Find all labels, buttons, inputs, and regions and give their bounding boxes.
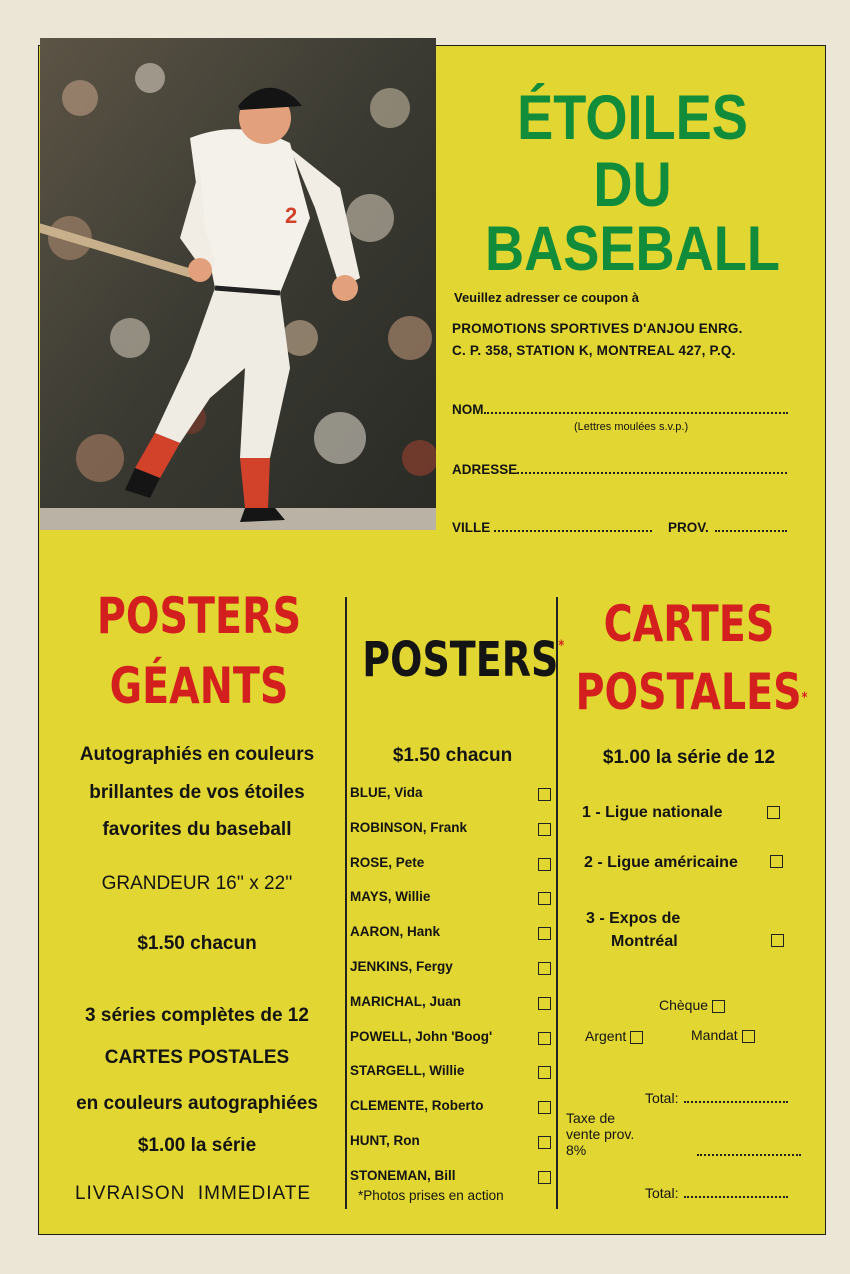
list-item[interactable] bbox=[350, 785, 555, 820]
posters-geants-title-2: GÉANTS bbox=[109, 657, 289, 715]
checkbox[interactable] bbox=[538, 788, 551, 801]
list-item[interactable] bbox=[350, 959, 555, 994]
adresse-label: ADRESSE bbox=[452, 462, 518, 477]
column-divider-right bbox=[556, 597, 558, 1209]
list-item[interactable] bbox=[350, 994, 555, 1029]
address-line-2: C. P. 358, STATION K, MONTREAL 427, P.Q. bbox=[452, 343, 736, 358]
address-line-1: PROMOTIONS SPORTIVES D'ANJOU ENRG. bbox=[452, 321, 743, 336]
posters-asterisk: * bbox=[558, 638, 565, 654]
list-item[interactable] bbox=[350, 855, 555, 890]
checkbox[interactable] bbox=[538, 997, 551, 1010]
prov-line[interactable] bbox=[715, 520, 787, 532]
player-name: STARGELL, Willie bbox=[350, 1063, 465, 1079]
left-series-3: en couleurs autographiées bbox=[76, 1093, 318, 1114]
list-item[interactable] bbox=[350, 1029, 555, 1064]
ville-label: VILLE bbox=[452, 520, 491, 535]
tax-label-1: Taxe de bbox=[566, 1110, 616, 1126]
left-series-2: CARTES POSTALES bbox=[104, 1047, 290, 1068]
headline-line-3: BASEBALL bbox=[485, 214, 780, 284]
photo-footnote: *Photos prises en action bbox=[358, 1188, 504, 1203]
list-item[interactable] bbox=[350, 1133, 555, 1168]
checkbox[interactable] bbox=[538, 962, 551, 975]
left-price: $1.50 chacun bbox=[137, 933, 257, 954]
checkbox[interactable] bbox=[538, 858, 551, 871]
list-item[interactable] bbox=[350, 820, 555, 855]
player-name: MARICHAL, Juan bbox=[350, 993, 461, 1009]
grand-total-field[interactable] bbox=[645, 1185, 788, 1201]
left-desc-3: favorites du baseball bbox=[102, 819, 292, 840]
posters-title bbox=[362, 632, 565, 688]
player-name: ROBINSON, Frank bbox=[350, 819, 468, 835]
baseball-player-photo bbox=[40, 38, 436, 530]
ville-field[interactable] bbox=[452, 520, 652, 535]
checkbox-mandat[interactable] bbox=[742, 1030, 755, 1043]
cartes-postales-title-2-text: POSTALES bbox=[575, 663, 802, 721]
player-name: POWELL, John 'Boog' bbox=[350, 1028, 493, 1044]
tax-line[interactable] bbox=[697, 1146, 801, 1156]
argent-label: Argent bbox=[585, 1028, 627, 1044]
posters-geants-title-1: POSTERS bbox=[96, 587, 302, 645]
checkbox-expos-montreal[interactable] bbox=[771, 934, 784, 947]
checkbox[interactable] bbox=[538, 927, 551, 940]
posters-title-text: POSTERS bbox=[362, 632, 559, 688]
player-name: BLUE, Vida bbox=[350, 785, 423, 800]
prov-label: PROV. bbox=[668, 520, 709, 535]
prov-field[interactable] bbox=[668, 520, 787, 535]
delivery-note: LIVRAISON IMMEDIATE bbox=[74, 1183, 312, 1204]
nom-label: NOM bbox=[452, 402, 484, 417]
list-item[interactable] bbox=[350, 924, 555, 959]
player-name: AARON, Hank bbox=[350, 924, 441, 940]
tax-label bbox=[566, 1110, 634, 1158]
checkbox[interactable] bbox=[538, 1136, 551, 1149]
grand-total-line[interactable] bbox=[684, 1188, 788, 1198]
cartes-item-2: 2 - Ligue américaine bbox=[584, 854, 738, 871]
tax-label-2: vente prov. bbox=[566, 1126, 635, 1142]
ville-line[interactable] bbox=[494, 520, 652, 532]
cartes-postales-title-1: CARTES bbox=[603, 595, 775, 653]
checkbox[interactable] bbox=[538, 1101, 551, 1114]
checkbox-ligue-nationale[interactable] bbox=[767, 806, 780, 819]
left-series-1: 3 séries complètes de 12 bbox=[85, 1005, 309, 1026]
payment-mandat bbox=[691, 1027, 755, 1043]
cartes-item-3-line-2: Montréal bbox=[611, 933, 678, 950]
payment-cheque bbox=[659, 997, 725, 1013]
nom-field[interactable] bbox=[452, 402, 788, 417]
checkbox[interactable] bbox=[538, 892, 551, 905]
total-line[interactable] bbox=[684, 1093, 788, 1103]
svg-text:2: 2 bbox=[285, 203, 298, 228]
left-series-price: $1.00 la série bbox=[137, 1135, 257, 1156]
nom-hint: (Lettres moulées s.v.p.) bbox=[574, 421, 689, 433]
checkbox[interactable] bbox=[538, 1171, 551, 1184]
checkbox[interactable] bbox=[538, 823, 551, 836]
payment-argent bbox=[585, 1028, 643, 1044]
total-label: Total: bbox=[645, 1090, 679, 1106]
checkbox-cheque[interactable] bbox=[712, 1000, 725, 1013]
headline-line-1: ÉTOILES bbox=[517, 83, 748, 153]
tax-label-3: 8% bbox=[566, 1142, 587, 1158]
cartes-asterisk: * bbox=[801, 690, 808, 706]
nom-line[interactable] bbox=[484, 402, 788, 414]
left-desc-1: Autographiés en couleurs bbox=[79, 744, 315, 765]
cartes-item-3-line-1: 3 - Expos de bbox=[586, 910, 681, 927]
player-name: HUNT, Ron bbox=[350, 1132, 420, 1148]
cartes-postales-title-2 bbox=[575, 663, 808, 721]
checkbox-argent[interactable] bbox=[630, 1031, 643, 1044]
grand-total-label: Total: bbox=[645, 1185, 679, 1201]
address-intro: Veuillez adresser ce coupon à bbox=[454, 290, 639, 305]
adresse-line[interactable] bbox=[517, 462, 787, 474]
player-name: CLEMENTE, Roberto bbox=[350, 1098, 484, 1114]
checkbox-ligue-americaine[interactable] bbox=[770, 855, 783, 868]
column-divider-left bbox=[345, 597, 347, 1209]
player-name: MAYS, Willie bbox=[350, 889, 431, 905]
player-name: JENKINS, Fergy bbox=[350, 958, 453, 974]
player-name: ROSE, Pete bbox=[350, 854, 425, 870]
list-item[interactable] bbox=[350, 889, 555, 924]
player-list bbox=[350, 785, 555, 1203]
posters-price: $1.50 chacun bbox=[392, 745, 513, 766]
list-item[interactable] bbox=[350, 1063, 555, 1098]
cartes-item-1: 1 - Ligue nationale bbox=[582, 804, 723, 821]
cheque-label: Chèque bbox=[659, 997, 709, 1013]
headline-line-2: DU bbox=[593, 150, 672, 220]
checkbox[interactable] bbox=[538, 1066, 551, 1079]
adresse-field[interactable] bbox=[452, 462, 787, 477]
poster-size: GRANDEUR 16'' x 22'' bbox=[101, 873, 293, 894]
player-name: STONEMAN, Bill bbox=[350, 1167, 456, 1183]
left-desc-2: brillantes de vos étoiles bbox=[89, 782, 305, 803]
list-item[interactable] bbox=[350, 1098, 555, 1133]
checkbox[interactable] bbox=[538, 1032, 551, 1045]
mandat-label: Mandat bbox=[691, 1027, 738, 1043]
cartes-price: $1.00 la série de 12 bbox=[602, 747, 776, 768]
total-field[interactable] bbox=[645, 1090, 788, 1106]
